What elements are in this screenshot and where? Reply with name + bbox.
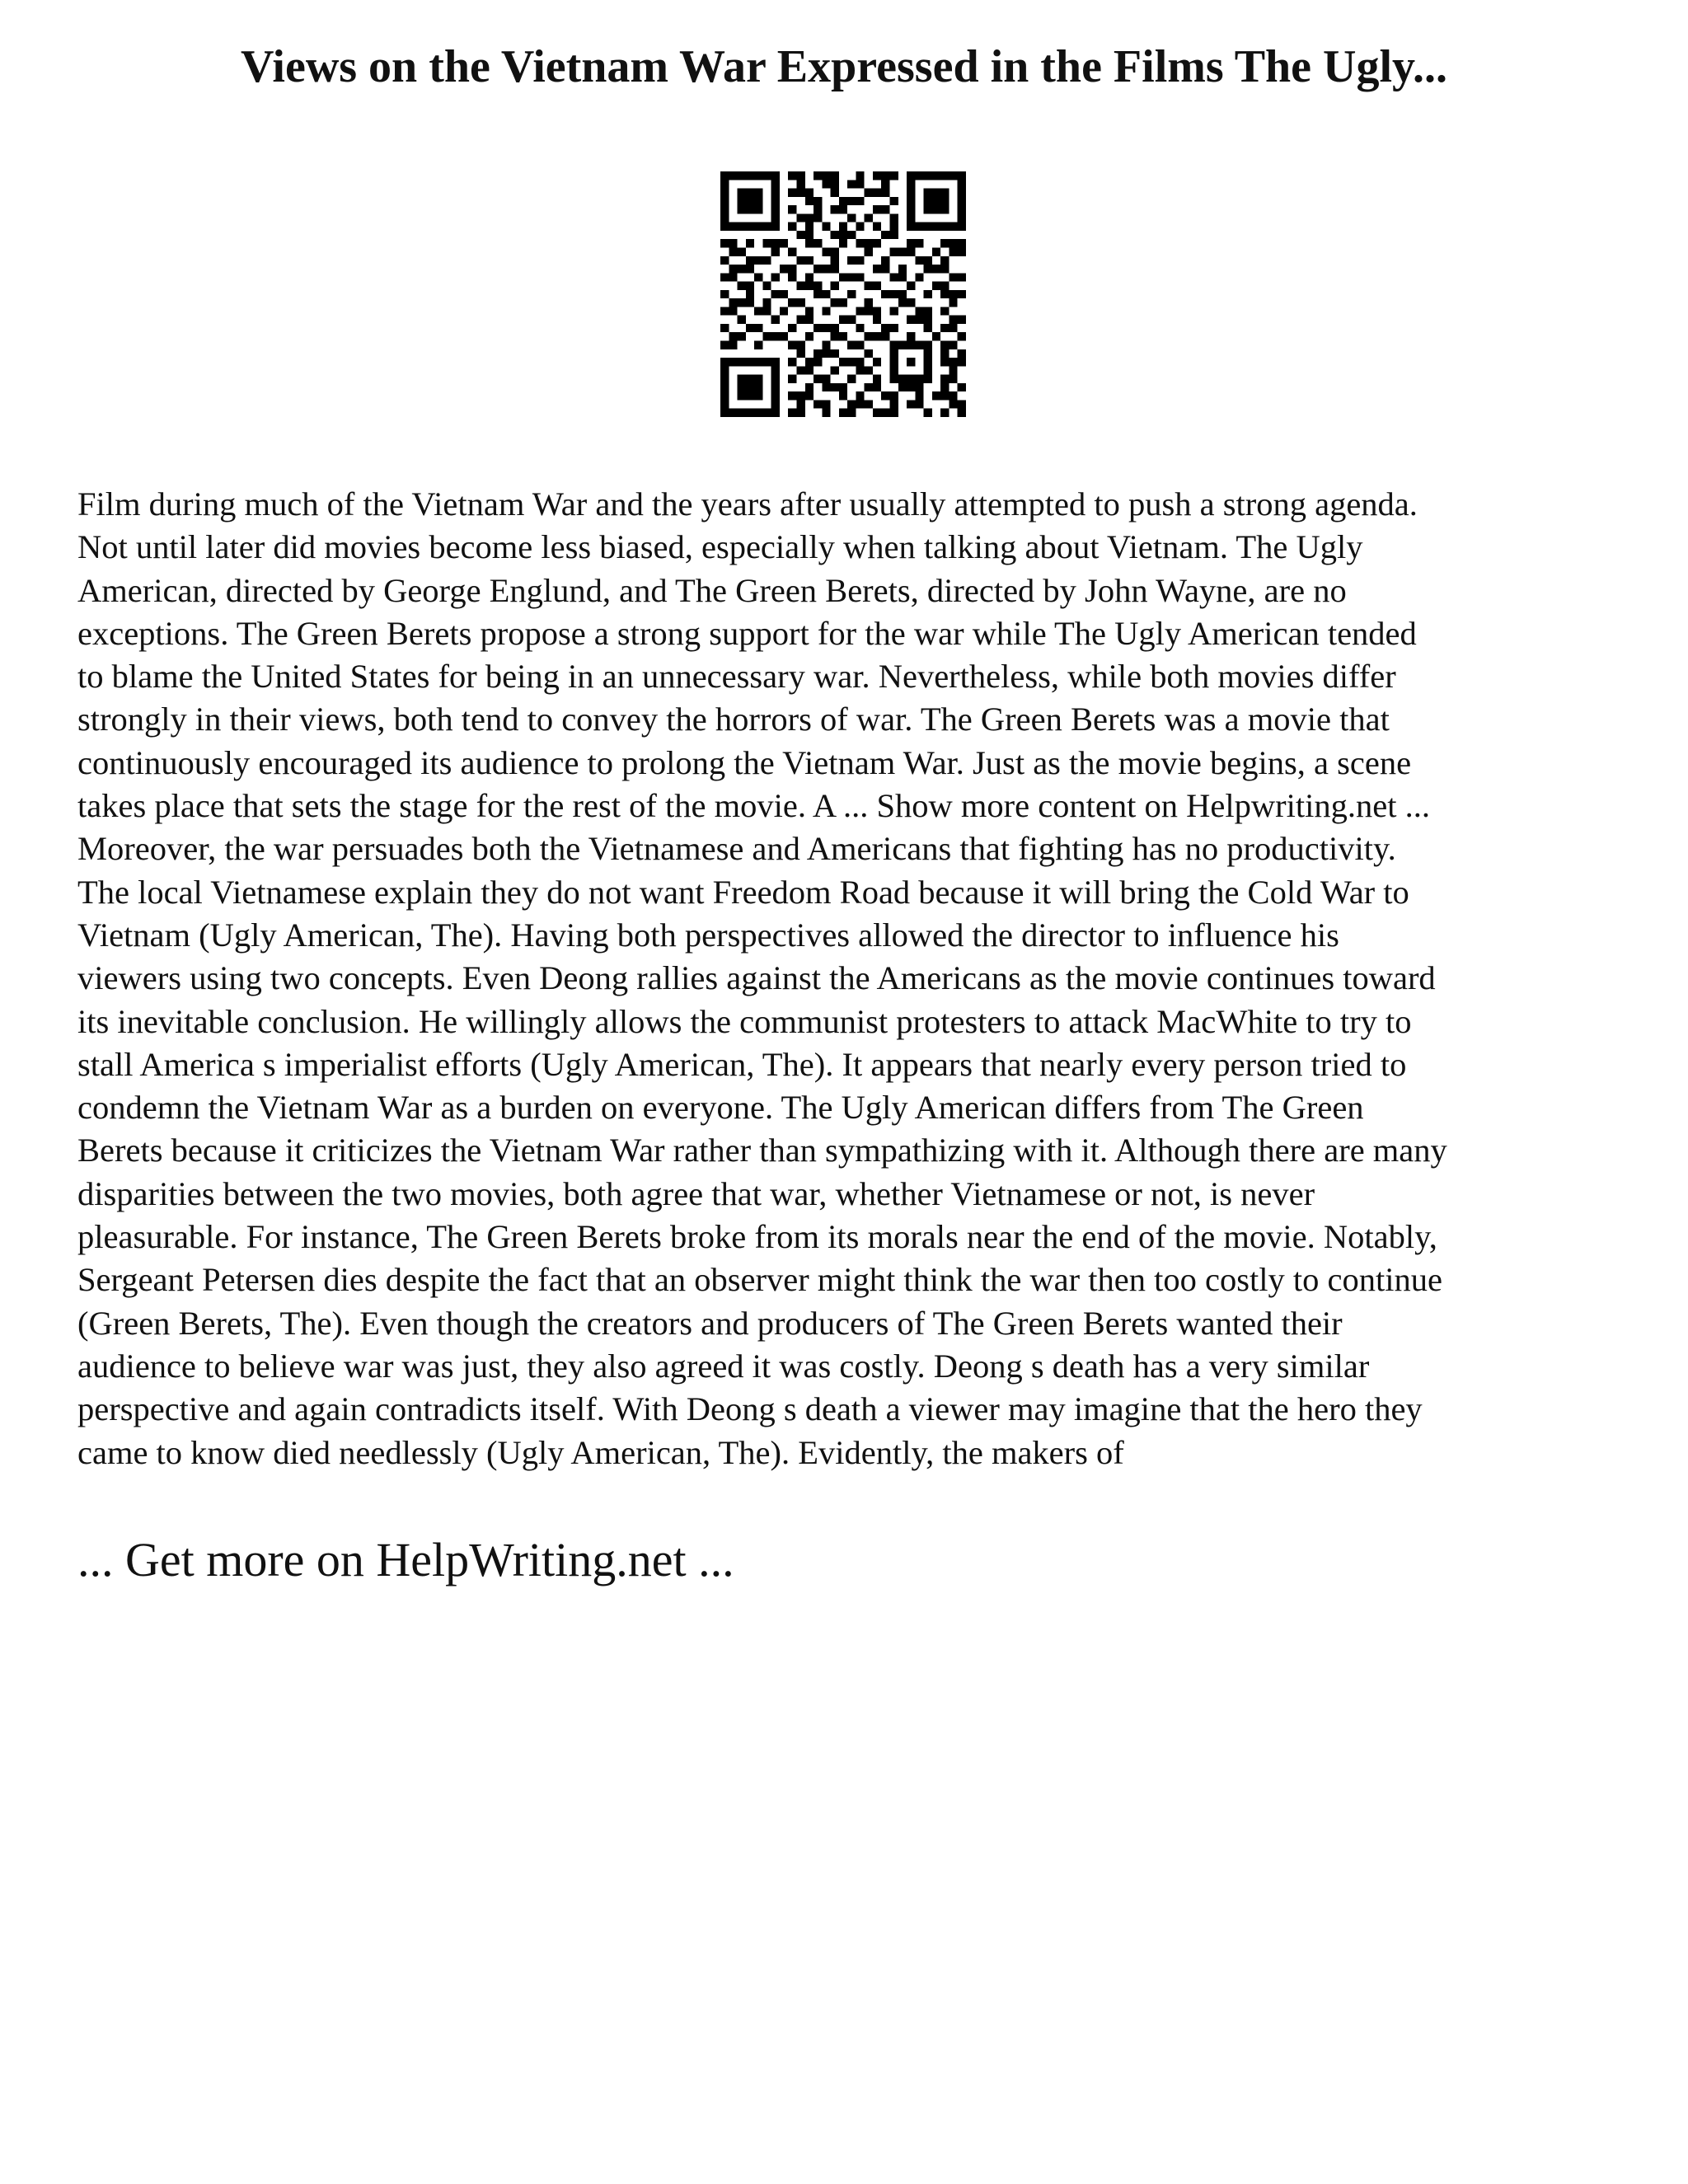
body-line: Sergeant Petersen dies despite the fact that an observer might think the war then too costly to continue [77, 1261, 1442, 1299]
body-line: condemn the Vietnam War as a burden on everyone. The Ugly American differs from The Green [77, 1089, 1364, 1127]
body-line: strongly in their views, both tend to convey the horrors of war. The Green Berets was a movie that [77, 701, 1390, 738]
body-line: exceptions. The Green Berets propose a strong support for the war while The Ugly American tended [77, 614, 1417, 652]
body-line: American, directed by George Englund, and The Green Berets, directed by John Wayne, are no [77, 571, 1347, 609]
body-line: pleasurable. For instance, The Green Berets broke from its morals near the end of the movie. Notably, [77, 1218, 1437, 1256]
body-line: The local Vietnamese explain they do not want Freedom Road because it will bring the Cold War to [77, 873, 1409, 911]
body-line: to blame the United States for being in an unnecessary war. Nevertheless, while both movies differ [77, 658, 1396, 696]
body-line: came to know died needlessly (Ugly American, The). Evidently, the makers of [77, 1433, 1124, 1471]
body-line: (Green Berets, The). Even though the creators and producers of The Green Berets wanted their [77, 1304, 1343, 1342]
body-line: Film during much of the Vietnam War and the years after usually attempted to push a strong agenda. [77, 485, 1418, 523]
body-text [77, 483, 1627, 1474]
body-line: Moreover, the war persuades both the Vietnamese and Americans that fighting has no productivity. [77, 830, 1396, 868]
qr-code-icon [720, 171, 966, 417]
body-line: Berets because it criticizes the Vietnam War rather than sympathizing with it. Although there are many [77, 1132, 1447, 1169]
body-line: its inevitable conclusion. He willingly allows the communist protesters to attack MacWhite to try to [77, 1002, 1412, 1040]
get-more-link[interactable]: ... Get more on HelpWriting.net ... [77, 1533, 734, 1586]
body-line: continuously encouraged its audience to prolong the Vietnam War. Just as the movie begins, a scene [77, 743, 1412, 781]
page-title: Views on the Vietnam War Expressed in the Films The Ugly... [241, 41, 1447, 92]
body-line: perspective and again contradicts itself. With Deong s death a viewer may imagine that the hero they [77, 1390, 1423, 1428]
body-line: takes place that sets the stage for the rest of the movie. A ... Show more content on Helpwriting.net ... [77, 787, 1430, 825]
body-line: Vietnam (Ugly American, The). Having both perspectives allowed the director to influence his [77, 916, 1339, 954]
body-line: Not until later did movies become less biased, especially when talking about Vietnam. The Ugly [77, 528, 1363, 566]
body-line: stall America s imperialist efforts (Ugly American, The). It appears that nearly every person tried to [77, 1045, 1407, 1083]
body-line: audience to believe war was just, they also agreed it was costly. Deong s death has a very similar [77, 1347, 1370, 1385]
body-line: viewers using two concepts. Even Deong rallies against the Americans as the movie continues toward [77, 959, 1436, 997]
body-line: disparities between the two movies, both agree that war, whether Vietnamese or not, is never [77, 1174, 1315, 1212]
